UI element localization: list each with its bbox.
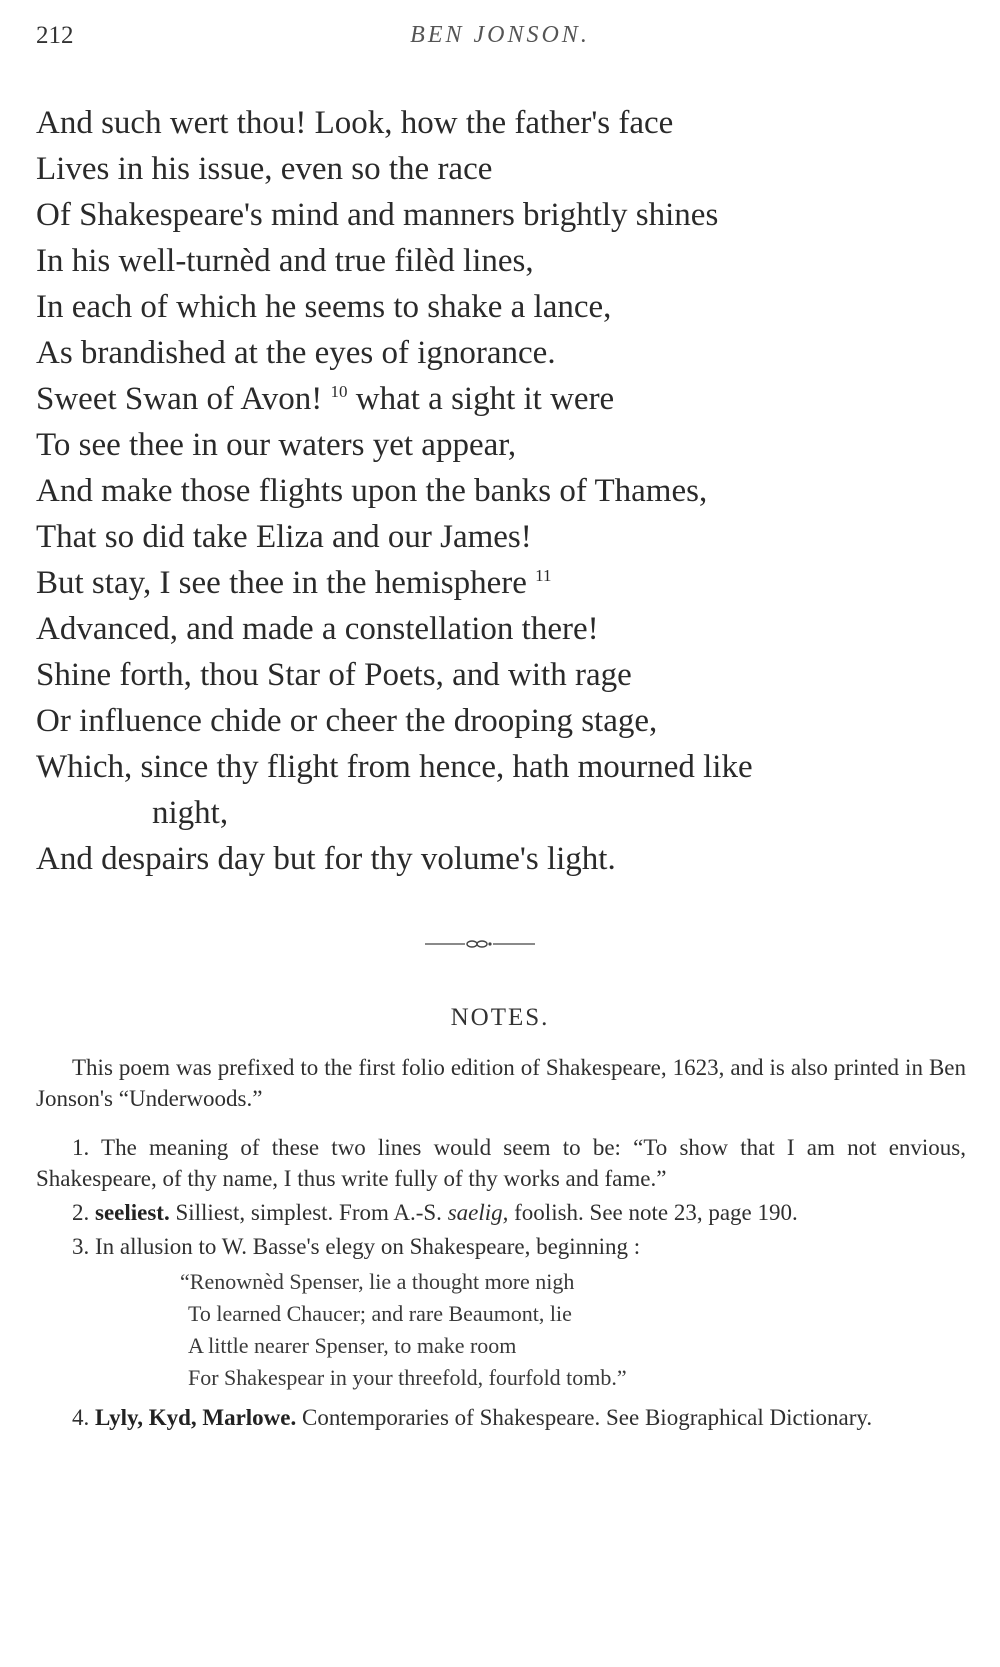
poem-line: Shine forth, thou Star of Poets, and with rage (36, 657, 632, 693)
poem-line-continuation: night, (152, 795, 229, 831)
poem-line: Of Shakespeare's mind and manners brightly shines (36, 197, 719, 233)
note-term: seeliest. (95, 1200, 170, 1225)
poem-line: Lives in his issue, even so the race (36, 151, 493, 187)
note-3: 3. In allusion to W. Basse's elegy on Shakespeare, beginning : (72, 1234, 641, 1259)
note-term: Lyly, Kyd, Marlowe. (95, 1405, 297, 1430)
poem-line: As brandished at the eyes of ignorance. (36, 335, 556, 371)
poem-line: And make those flights upon the banks of Thames, (36, 473, 708, 509)
poem-line: To see thee in our waters yet appear, (36, 427, 517, 463)
notes-intro: This poem was prefixed to the first folio edition of Shakespeare, 1623, and is also printed in Ben Jonson's “Underwoods.” (36, 1055, 966, 1111)
section-ornament (425, 938, 535, 950)
page-number: 212 (36, 22, 74, 49)
notes-section (36, 1052, 966, 1451)
note-etymon: saelig, (447, 1200, 509, 1225)
quote-line: For Shakespear in your threefold, fourfold tomb.” (188, 1365, 627, 1390)
quote-line: To learned Chaucer; and rare Beaumont, lie (188, 1301, 572, 1326)
poem-line: That so did take Eliza and our James! (36, 519, 532, 555)
quote-line: “Renownèd Spenser, lie a thought more nigh (180, 1269, 575, 1294)
poem-line: And despairs day but for thy volume's light. (36, 841, 616, 877)
footnote-marker: 11 (535, 566, 552, 585)
note-2: 2. seeliest. Silliest, simplest. From A.-S. saelig, foolish. See note 23, page 190. (72, 1200, 798, 1225)
footnote-marker: 10 (330, 382, 348, 401)
poem-line: Which, since thy flight from hence, hath mourned like (36, 749, 753, 785)
poem-line: Or influence chide or cheer the drooping stage, (36, 703, 658, 739)
quoted-verse (180, 1266, 966, 1394)
notes-heading: NOTES. (450, 1004, 550, 1031)
poem-line: And such wert thou! Look, how the father's face (36, 105, 674, 141)
poem-line: But stay, I see thee in the hemisphere $^{11}$ (36, 565, 552, 601)
note-1: 1. The meaning of these two lines would seem to be: “To show that I am not envious, Shakespeare, of thy name, I thus write fully of thy works and fame.” (36, 1135, 966, 1191)
note-4: 4. Lyly, Kyd, Marlowe. Contemporaries of Shakespeare. See Biographical Dictionary. (72, 1405, 873, 1430)
poem-line: In his well-turnèd and true filèd lines, (36, 243, 534, 279)
poem (36, 100, 976, 882)
poem-line: Advanced, and made a constellation there! (36, 611, 599, 647)
running-head: BEN JONSON. (410, 22, 590, 48)
poem-line: In each of which he seems to shake a lance, (36, 289, 612, 325)
quote-line: A little nearer Spenser, to make room (188, 1333, 517, 1358)
poem-line: Sweet Swan of Avon! $^{10}$ what a sight it were (36, 381, 615, 417)
